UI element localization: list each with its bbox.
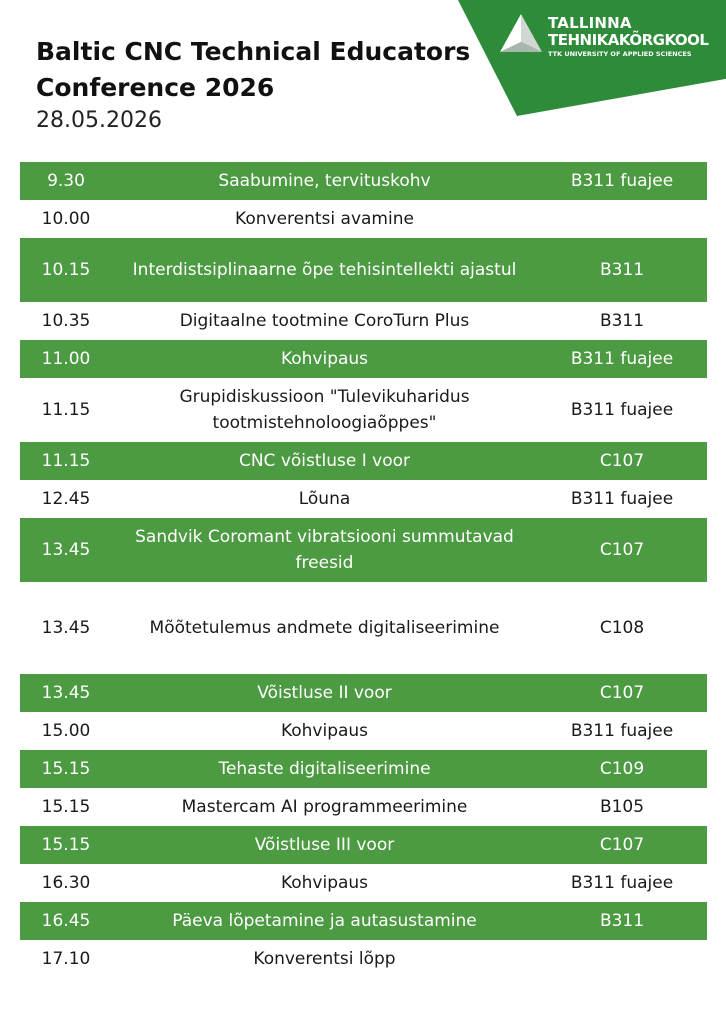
session-room: C107 [599,540,645,560]
conference-date: 28.05.2026 [36,108,162,133]
schedule-row [20,162,707,200]
session-time: 10.15 [41,260,91,280]
session-time: 16.30 [41,873,91,893]
session-title: Kohvipaus [280,349,369,369]
schedule-row [20,442,707,480]
schedule-row [20,788,707,826]
session-title: Konverentsi lõpp [253,949,396,969]
session-title: Sandvik Coromant vibratsiooni summutavad freesid [135,527,514,573]
session-room: B311 [599,260,645,280]
session-time: 15.15 [41,797,91,817]
session-time: 11.15 [41,451,91,471]
session-time: 10.35 [41,311,91,331]
session-title: Konverentsi avamine [235,209,414,229]
session-title: CNC võistluse I voor [238,451,411,471]
session-room: B311 fuajee [570,721,674,741]
session-title: Kohvipaus [280,721,369,741]
session-room: B311 fuajee [570,400,674,420]
schedule-row [20,340,707,378]
schedule-row [20,940,707,978]
session-title: Päeva lõpetamine ja autasustamine [172,911,477,931]
session-time: 13.45 [41,618,91,638]
session-room: C107 [599,683,645,703]
session-room: B311 fuajee [570,873,674,893]
logo-name-line2: TEHNIKAKÕRGKOOL [548,31,709,49]
session-title: Mastercam AI programmeerimine [181,797,468,817]
session-title: Võistluse II voor [257,683,392,703]
schedule-table [20,162,707,978]
session-time: 15.15 [41,835,91,855]
logo-name-line1: TALLINNA [548,14,632,32]
session-time: 15.15 [41,759,91,779]
session-time: 11.00 [41,349,91,369]
session-title: Grupidiskussioon "Tulevikuharidus tootmistehnoloogiaõppes" [179,387,470,433]
session-room: B311 [599,911,645,931]
session-room: B105 [599,797,645,817]
schedule-row [20,902,707,940]
session-time: 10.00 [41,209,91,229]
session-time: 17.10 [41,949,91,969]
session-title: Võistluse III voor [254,835,395,855]
page-title: Baltic CNC Technical Educators Conference 2026 [36,37,471,102]
schedule-row [20,712,707,750]
session-room: C109 [599,759,645,779]
ttk-logo [498,12,718,64]
session-title: Interdistsiplinaarne õpe tehisintellekti ajastul [132,260,517,280]
schedule-row [20,302,707,340]
schedule-row [20,480,707,518]
session-time: 13.45 [41,540,91,560]
session-title: Kohvipaus [280,873,369,893]
session-time: 15.00 [41,721,91,741]
session-room: C107 [599,835,645,855]
session-time: 12.45 [41,489,91,509]
session-title: Lõuna [298,489,351,509]
session-time: 16.45 [41,911,91,931]
schedule-row [20,238,707,302]
schedule-row [20,582,707,674]
session-room: B311 fuajee [570,171,674,191]
schedule-row [20,750,707,788]
session-time: 11.15 [41,400,91,420]
schedule-row [20,518,707,582]
schedule-row [20,826,707,864]
session-room: B311 [599,311,645,331]
session-title: Tehaste digitaliseerimine [218,759,431,779]
schedule-row [20,674,707,712]
schedule-row [20,200,707,238]
session-room: C108 [599,618,645,638]
schedule-row [20,378,707,442]
session-title: Saabumine, tervituskohv [218,171,431,191]
schedule-row [20,864,707,902]
logo-tagline: TTK UNIVERSITY OF APPLIED SCIENCES [548,50,692,58]
session-room: C107 [599,451,645,471]
session-title: Digitaalne tootmine CoroTurn Plus [179,311,470,331]
session-time: 13.45 [41,683,91,703]
session-title: Mõõtetulemus andmete digitaliseerimine [149,618,500,638]
session-time: 9.30 [47,171,85,191]
session-room: B311 fuajee [570,489,674,509]
session-room: B311 fuajee [570,349,674,369]
